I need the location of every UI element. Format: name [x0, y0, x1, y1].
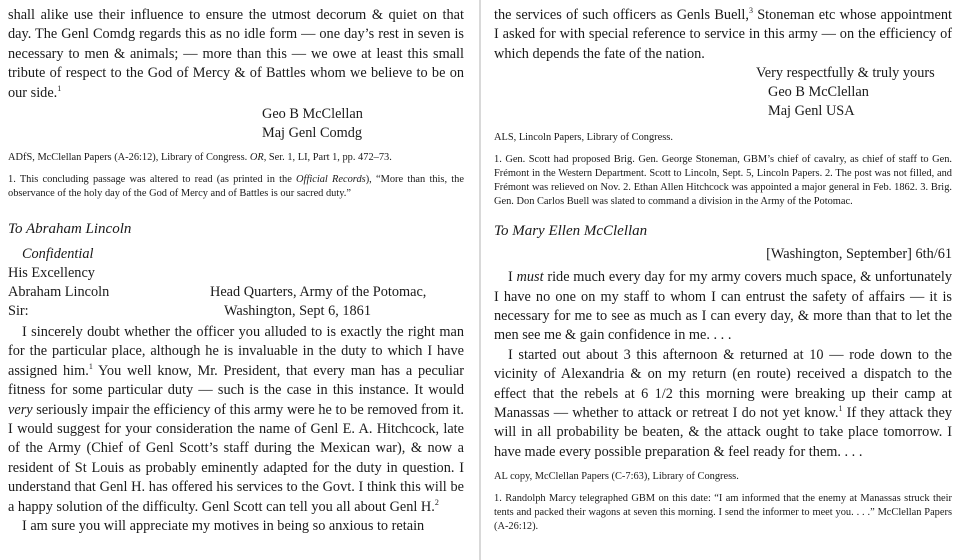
letter-footnote: 1. Gen. Scott had proposed Brig. Gen. George Stoneman, GBM’s chief of cavalry, as chief of staff to Gen. Frémont in the Western Department. Scott to Lincoln, Sept. 5, Lincoln Papers. 2. The post was not filled, and Frémont was relieved on Nov. 2. Ethan Allen Hitchcock was appointed a major general in Feb. 1862. 3. Brig. Gen. Don Carlos Buell was slated to command a division in the Army of the Potomac. — [494, 154, 952, 208]
prev-letter-text: shall alike use their influence to ensure the utmost decorum & quiet on that day. The Genl Comdg regards this as no idle form — one day’s rest in seven is necessary to men & animals; — more than this — we owe at least this small tribute of respect to the God of Mercy & of Battles whom we believe to be on our side.$^1$ — [8, 7, 464, 101]
mary-letter-footnote: 1. Randolph Marcy telegraphed GBM on this date: “I am informed that the enemy at Manassas struck their tents and packed their wagons at seven this morning. I send the informer to meet you. . . .” McClellan Papers (A-26:12). — [494, 493, 952, 533]
dateline-line-2: Washington, Sept 6, 1861 — [224, 303, 371, 320]
signature-name: Geo B McClellan — [262, 106, 363, 123]
salutation-line-2: Abraham Lincoln — [8, 284, 110, 301]
salutation-line-1: His Excellency — [8, 265, 95, 282]
letter-closing — [756, 64, 952, 121]
letter-heading: To Mary Ellen McClellan — [494, 223, 648, 240]
prev-letter-footnote: 1. This concluding passage was altered to read (as printed in the Official Records), “More than this, the observance of the holy day of the God of Mercy and of Battles is our sacred duty.” — [8, 174, 464, 200]
closing-name: Geo B McClellan — [768, 84, 869, 101]
lincoln-letter-paragraph-1: I sincerely doubt whether the officer you alluded to is exactly the right man for the particular place, although he is invaluable in the duty to which I have assigned him.$^1$ You well know, Mr. President, that every man has a peculiar fitness for some particular duty — such is the case in this instance. It would very seriously impair the efficiency of this army were he to be removed from it. I would suggest for your consideration the name of Genl E. A. Hitchcock, late of the Army (Chief of Genl Scott’s staff during the Mexican war), & now a resident of St Louis as probably eminently adapted for the duty in question. I understand that Genl H. has offered his services to the Govt. I think this will be a happy solution of the difficulty. Genl Scott can tell you all about Genl H.$^2$ — [8, 324, 464, 515]
page-gutter — [479, 0, 481, 560]
left-page — [0, 0, 474, 560]
letter-heading: To Abraham Lincoln — [8, 221, 132, 238]
dateline: [Washington, September] 6th/61 — [766, 246, 952, 263]
closing-rank: Maj Genl USA — [768, 103, 855, 120]
salutation-dateline-row-1 — [8, 283, 464, 302]
letter-source: ALS, Lincoln Papers, Library of Congress. — [494, 132, 673, 144]
prev-letter-source: ADfS, McClellan Papers (A-26:12), Library of Congress. OR, Ser. 1, LI, Part 1, pp. 472–73. — [8, 152, 392, 164]
mary-letter-paragraph-2: I started out about 3 this afternoon & returned at 10 — rode down to the vicinity of Alexandria & on my return (en route) received a dispatch to the effect that the rebels at 6 1/2 this morning were breaking up their camp at Manassas — whether to attack or retreat I do not yet know.$^1$ If they attack they will in all probability be beaten, & the attack ought to take place tomorrow. I have made every possible preparation & feel ready for them. . . . — [494, 346, 952, 460]
mary-letter-paragraph-1: I must ride much every day for my army covers much space, & unfortunately I have no one on my staff to whom I can entrust the safety of affairs — it is necessary for me to see as much as I can every day, & more than that to let the men see me & gain confidence in me. . . . — [494, 269, 952, 344]
letter-continuation-text: the services of such officers as Genls Buell,$^3$ Stoneman etc whose appointment I asked for with special reference to service in this army — on the efficiency of which depends the fate of the nation. — [494, 6, 952, 62]
closing-line: Very respectfully & truly yours — [756, 65, 935, 82]
salutation-line-3: Sir: — [8, 303, 29, 320]
right-page — [486, 0, 960, 560]
dateline-line-1: Head Quarters, Army of the Potomac, — [210, 284, 427, 301]
signature-rank: Maj Genl Comdg — [262, 125, 363, 142]
confidential-label: Confidential — [22, 246, 94, 263]
prev-letter-signature — [262, 105, 464, 143]
salutation-dateline-row-2 — [8, 302, 464, 321]
mary-letter-source: AL copy, McClellan Papers (C-7:63), Library of Congress. — [494, 471, 739, 483]
note-ref: 1 — [57, 83, 62, 93]
lincoln-letter-paragraph-2: I am sure you will appreciate my motives in being so anxious to retain — [22, 518, 425, 535]
